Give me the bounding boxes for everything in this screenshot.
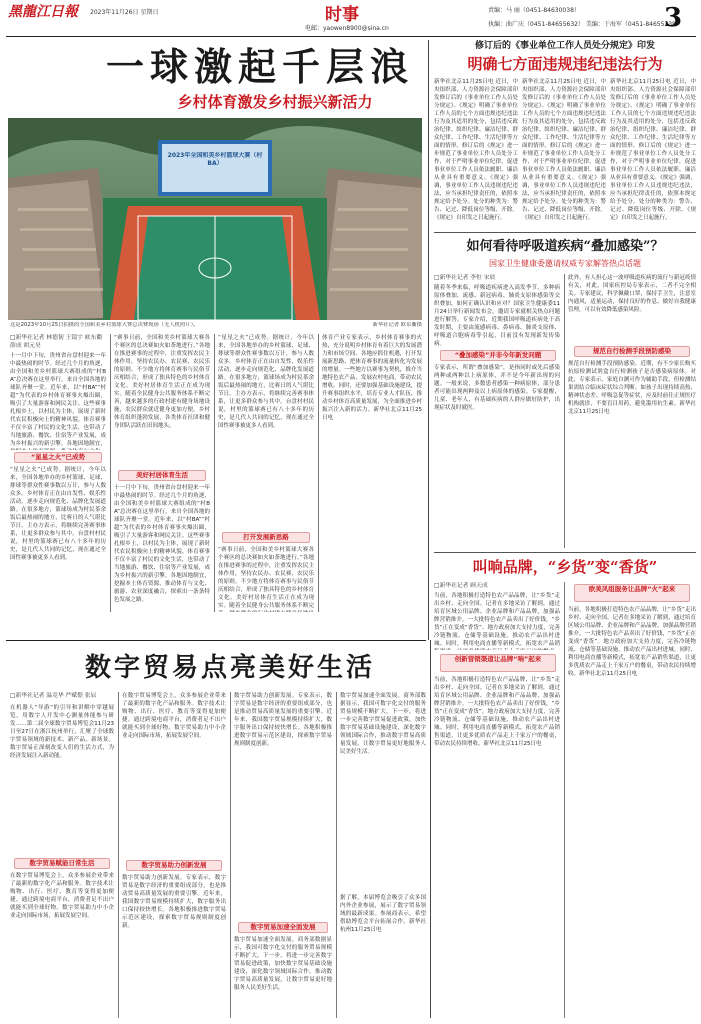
basketball-court-aerial-image [8, 118, 422, 320]
lead-subhead-1: “星星之火”已成势 [14, 452, 102, 463]
lead-photo [8, 118, 422, 320]
lead-subheadline: 乡村体育激发乡村振兴新活力 [177, 93, 373, 111]
lead-col4-text: 体育产业专家表示，乡村体育赛事的火热，充分说明乡村体育有着巨大的发展潜力和市场空间。各地应抓住机遇，打开发展新思路，把体育赛事的流量转化为发展的增量。一些地方以赛事为契机，推介当地特色农产品，发展农村电商，带动农民增收。同时，还要加强基础设施建设，提升赛事组织水平，培育专业人才队伍，推动乡村体育高质量发展，为全面推进乡村振兴注入新的活力。新华社北京11月25日电 [322, 335, 422, 421]
lead-photo-credit: 新华社记者 欧东衢摄 [372, 322, 422, 328]
lead-col2-text: “赛事日前，全国和美乡村篮球大赛各个赛区的总决赛如火如荼地进行。”各地在推进赛事的过程中，注重发挥农民主体作用，坚持农民办、农民赛、农民乐的原则。不少地方将体育赛事与民俗节庆相结合，形成了独具特色的乡村体育文化。美好村居体育生活正在成为现实。随着全民健身公共服务体系不断完善，越来越多的行政村建有健身场地设施，农民群众就近健身更加方便。乡村体育组织蓬勃发展，各类体育社团和健身团队活跃在田间地头。 [114, 335, 210, 429]
bottom-col2: 在数字贸易博览会上，众多参展企业带来了最新的数字化产品和服务。数字技术让购物、出行、医疗、教育等变得更加便捷。通过跨境电商平台，消费者足不出户就能买到全球好物。数字贸易助力中小企业走向国际市场，拓展发展空间。 [122, 693, 226, 739]
masthead-rule [6, 36, 696, 37]
right1-col1: 新华社北京11月25日电 近日，中央组织部、人力资源社会保障部印发修订后的《事业单位工作人员处分规定》。《规定》明确了事业单位工作人员的七个方面违规违纪违法行为及其适用的处分，包括违反政治纪律、组织纪律、廉洁纪律、群众纪律、工作纪律、生活纪律等方面的情形。修订后的《规定》进一步规范了事业单位工作人员处分工作，对于严明事业单位纪律，促进事业单位工作人员依法履职、廉洁从业具有重要意义。《规定》强调，事业单位工作人员违规违纪违法，应当承担纪律责任的，依照本规定给予处分。处分的种类为：警告、记过、降低岗位等级、开除。《规定》自印发之日起施行。 [434, 79, 518, 221]
lead-photo-caption: 这是2023年10月25日拍摄的全国和美乡村篮球大赛总决赛现场（无人机照片）。 [10, 322, 199, 328]
editor-line-2: 执编：曲广庆（0451-84655632） 美编：于海军（0451-84655238） [488, 21, 682, 28]
bottom-headline: 数字贸易点亮美好生活 [84, 653, 375, 683]
bottom-byline: □新华社记者 温竞华 严赋憬 张辰 [10, 693, 97, 699]
right2-body2: 专家表示，所谓“叠加感染”，是指同时或先后感染两种或两种以上病原体，并不是今年新出现的问题。一般来说，多数患者感染一种病原体，部分患者可能出现两种及以上病原体的感染。专家提醒，儿童、老年人、有基础疾病的人群应做好防护，出现症状及时就医。 [434, 365, 560, 411]
bottom-col3b: 数字贸易加速全面发展。商务部数据显示，我国可数字化交付的服务贸易规模不断扩大。下一步，将进一步完善数字贸易促进政策，加快数字贸易基础设施建设，深化数字领域国际合作，推动数字贸易高质量发展，让数字贸易更好地服务人民美好生活。 [234, 937, 332, 991]
right3-body-a: 当前，各地积极打造特色农产品品牌，让“乡货”走出乡村、走向全国。记者在多地采访了解到，通过培育区域公用品牌、企业品牌和产品品牌，加强品牌营销推介，一大批特色农产品卖出了好价钱，“乡货”正在变成“香货”。地方政府加大支持力度，完善冷链物流、仓储等基础设施，推动农产品出村进城。同时，利用电商直播等新模式，拓宽农产品销 [434, 593, 560, 647]
page-number: 3 [664, 3, 683, 33]
lead-col1-text: 十一月中下旬，贵州省台盘村迎来一年中最热闹的时节。经过几个月的角逐，由全国和美乡村篮球大赛组成的“村BA”总决赛在这里举行，来自全国各地的球队齐聚一堂。近年来，以“村BA”“村超”为代表的乡村体育赛事火爆出圈，吸引了大量游客和网民关注。这些赛事扎根乡土，以村民为主体，展现了新时代农民积极向上的精神风貌。体育赛事不仅丰富了村民的文化生活，也带动了当地旅游、餐饮、住宿等产业发展，成为乡村振兴的新引擎。各地因地制宜， [10, 353, 106, 447]
lead-col3b-text: “赛事日前，全国和美乡村篮球大赛各个赛区的总决赛如火如荼地进行。”各地在推进赛事的过程中，注重发挥农民主体作用，坚持农民办、农民赛、农民乐的原则。不少地方将体育赛事与民俗节庆相结合，形成了独具特色的乡村体育文化。美好村居体育生活正在成为现实。随着全民健身公共服务体系不断完 [218, 547, 314, 609]
right3-col1: 当前，各地积极打造特色农产品品牌，让“乡货”走出乡村、走向全国。记者在多地采访了解到，通过培育区域公用品牌、企业品牌和产品品牌，加强品牌营销推介，一大批特色农产品卖出了好价钱，“乡货”正在变成“香货”。地方政府加大支持力度，完善冷链物流、仓储等基础设施，推动农产品出村进城。同时，利用电商直播等新模式，拓宽农产品销售渠道，让更多优质农产品走上千家万户的餐桌，带动农民持续增收。新华社北京11月25日电 [434, 677, 560, 747]
right2-body1: 随着冬季来临，呼吸道疾病进入高发季节。多种病原体叠加，流感、新冠病毒、肺炎支原体感染等交织叠加，如何正确认识和应对？国家卫生健康委11月24日举行新闻发布会，邀请专家就相关热点问题进行解答。专家介绍，近期我国呼吸道疾病处于高发时期，主要由流感病毒、鼻病毒、肺炎支原体、呼吸道合胞病毒等引起，目前没有发现新发传染病。 [434, 285, 560, 347]
right1-kicker: 修订后的《事业单位工作人员处分规定》印发 [474, 41, 655, 51]
lead-col3-text: “星星之火”已成势。据统计，今年以来，全国各地举办的乡村篮球、足球、排球等群众性赛事数以万计，参与人数众多。乡村体育正在由自发性、娱乐性活动，逐步走向规范化、品牌化发展道路。在很多地方，篮球场成为村民茶余饭后最热闹的地方，比赛日的人气堪比节日。主办方表示，将继续完善赛事体系，让更多群众参与其中。台盘村村民说，村里的篮球赛已有八十多年的历史，是几代人共同的记忆，现在通过全国性赛事被更多人看到。 [218, 335, 314, 429]
right1-col3: 新华社北京11月25日电 近日，中央组织部、人力资源社会保障部印发修订后的《事业单位工作人员处分规定》。《规定》明确了事业单位工作人员的七个方面违规违纪违法行为及其适用的处分，包括违反政治纪律、组织纪律、廉洁纪律、群众纪律、工作纪律、生活纪律等方面的情形。修订后的《规定》进一步规范了事业单位工作人员处分工作，对于严明事业单位纪律，促进事业单位工作人员依法履职、廉洁从业具有重要意义。《规定》强调，事业单位工作人员违规违纪违法，应当承担纪律责任的，依照本规定给予处分。处分的种类为：警告、记过、降低岗位等级、开除。《规定》自印发之日起施行。 [610, 79, 696, 221]
bottom-subhead-3: 数字贸易加速全面发展 [238, 922, 328, 933]
right3-byline: □新华社记者 顾天成 [434, 583, 488, 589]
lead-col2b-text: 十一月中下旬，贵州省台盘村迎来一年中最热闹的时节。经过几个月的角逐，由全国和美乡村篮球大赛组成的“村BA”总决赛在这里举行，来自全国各地的球队齐聚一堂。近年来，以“村BA”“村超”为代表的乡村体育赛事火爆出圈，吸引了大量游客和网民关注。这些赛事扎根乡土，以村民为主体，展现了新时代农民积极向上的精神风貌。体育赛事不仅丰富了村民的文化生活，也带动了当地旅游、餐饮、住宿等产业发展，成为乡村振兴的新引擎。各地因地制宜，挖掘本土体育资源，推动体育与文化、旅游、农业深度融合，探索出一条条特色发展之路。 [114, 485, 210, 603]
bottom-subhead-1: 数字贸易赋能日常生活 [14, 858, 110, 869]
editor-line-1: 责编：马 丽（0451-84630038） [488, 7, 580, 14]
right2-body4: 规范自行检测手段预防感染。近期，有不少家长购买抗原检测试剂盒自行检测孩子是否感染病原体。对此，专家表示，家庭自测可作为辅助手段，但检测结果需结合临床症状综合判断。如孩子出现持续高热、精神状态差、呼吸急促等症状，应及时前往正规医疗机构就诊，不要盲目用药，避免滥用抗生素。新华社北京11月25日电 [568, 361, 696, 415]
bottom-col1b: 在数字贸易博览会上，众多参展企业带来了最新的数字化产品和服务。数字技术让购物、出行、医疗、教育等变得更加便捷。通过跨境电商平台，消费者足不出户就能买到全球好物。数字贸易助力中小企业走向国际市场，拓展发展空间。 [10, 873, 114, 919]
bottom-col4: 数字贸易加速全面发展。商务部数据显示，我国可数字化交付的服务贸易规模不断扩大。下一步，将进一步完善数字贸易促进政策，加快数字贸易基础设施建设，深化数字领域国际合作，推动数字贸易高质量发展，让数字贸易更好地服务人民美好生活。 [340, 693, 426, 755]
right3-col2: 当前，各地积极打造特色农产品品牌，让“乡货”走出乡村、走向全国。记者在多地采访了解到，通过培育区域公用品牌、企业品牌和产品品牌，加强品牌营销推介，一大批特色农产品卖出了好价钱，“乡货”正在变成“香货”。地方政府加大支持力度，完善冷链物流、仓储等基础设施，推动农产品出村进城。同时，利用电商直播等新模式，拓宽农产品销售渠道，让更多优质农产品走上千家万户的餐桌，带动农民持续增收。新华社北京11月25日电 [568, 607, 696, 677]
right1-col2: 新华社北京11月25日电 近日，中央组织部、人力资源社会保障部印发修订后的《事业单位工作人员处分规定》。《规定》明确了事业单位工作人员的七个方面违规违纪违法行为及其适用的处分，包括违反政治纪律、组织纪律、廉洁纪律、群众纪律、工作纪律、生活纪律等方面的情形。修订后的《规定》进一步规范了事业单位工作人员处分工作，对于严明事业单位纪律，促进事业单位工作人员依法履职、廉洁从业具有重要意义。《规定》强调，事业单位工作人员违规违纪违法，应当承担纪律责任的，依照本规定给予处分。处分的种类为：警告、记过、降低岗位等级、开除。《规定》自印发之日起施行。 [522, 79, 606, 221]
right2-body3: 此外，有人担心这一波呼吸道疾病的流行与新冠疫情有关，对此，国家疾控局专家表示，二者不完全相关。专家建议，科学佩戴口罩，保持手卫生，注意室内通风，适量运动，保持良好的作息，做好自我健康管理，可以有效降低感染风险。 [568, 275, 696, 313]
bottom-subhead-2: 数字贸易助力创新发展 [126, 860, 222, 871]
photo-banner-text: 2023年全国和美乡村篮球大赛（村BA） [167, 152, 263, 167]
section-title: 时事 [325, 5, 359, 25]
lead-byline: □新华社记者 林德韧 王镜宇 欧东衢 薛成 胡元昊 [10, 335, 103, 349]
email-contact[interactable]: 电邮：yaowen8900@sina.cn [305, 25, 389, 32]
newspaper-logo: 黑龍江日報 [8, 4, 78, 20]
right2-headline: 如何看待呼吸道疾病“叠加感染”？ [466, 239, 664, 254]
bottom-col5: 据了解，本届博览会吸引了众多国内外企业参展，展示了数字贸易领域的最新成果。参展商表示，希望借助博览会平台拓展合作。新华社杭州11月25日电 [340, 895, 426, 933]
lead-headline: 一球激起千层浪 [105, 44, 414, 89]
right2-subheadline: 国家卫生健康委邀请权威专家解答热点话题 [489, 259, 641, 268]
right2-subhead-1: “叠加感染”并非今年新发问题 [440, 350, 556, 361]
lead-subhead-2: 美好村居体育生活 [118, 470, 206, 481]
issue-date: 2023年11月26日 星期日 [90, 9, 159, 16]
right3-subhead-2: 创新营销渠道让品牌“响”起来 [440, 654, 556, 672]
lead-subhead-3: 打开发展新思路 [222, 532, 310, 543]
lead-col1b-text: “星星之火”已成势。据统计，今年以来，全国各地举办的乡村篮球、足球、排球等群众性赛事数以万计，参与人数众多。乡村体育正在由自发性、娱乐性活动，逐步走向规范化、品牌化发展道路。在很多地方，篮球场成为村民茶余饭后最热闹的地方，比赛日的人气堪比节日。主办方表示，将继续完善赛事体系，让更多群众参与其中。台盘村村民说，村里的篮球赛已有八十多年的历史，是几代人共同的记忆，现在通过全国性赛事被更多人看到。 [10, 467, 106, 561]
bottom-col2b: 数字贸易助力创新发展。专家表示，数字贸易是数字经济的重要组成部分，也是推动贸易高质量发展的重要引擎。近年来，我国数字贸易规模持续扩大，数字服务出口保持较快增长。各地积极推进数字贸易示范区建设，探索数字贸易规则制度创新。 [122, 875, 226, 929]
right2-subhead-2: 规范自行检测手段预防感染 [574, 346, 690, 357]
bottom-col3: 数字贸易助力创新发展。专家表示，数字贸易是数字经济的重要组成部分，也是推动贸易高质量发展的重要引擎。近年来，我国数字贸易规模持续扩大，数字服务出口保持较快增长。各地积极推进数字贸易示范区建设，探索数字贸易规则制度创新。 [234, 693, 332, 747]
right3-headline: 叫响品牌，“乡货”变“香货” [472, 558, 658, 576]
right3-subhead-1: 欧美风组服务让品牌“火”起来 [574, 584, 690, 602]
right2-byline: □新华社记者 李恒 宋晨 [434, 275, 496, 281]
bottom-col1: 在机器人“导游”的引导和讲解中穿越展览，用数字人开发中心测量体能参与研发……第二届全球数字贸易博览会11月23日至27日在浙江杭州举行，汇聚了全球数字贸易领域的新技术、新产品、新场景。数字贸易正深刻改变人们的生活方式，为经济发展注入新动能。 [10, 705, 114, 759]
right1-headline: 明确七方面违规违纪违法行为 [467, 55, 663, 73]
